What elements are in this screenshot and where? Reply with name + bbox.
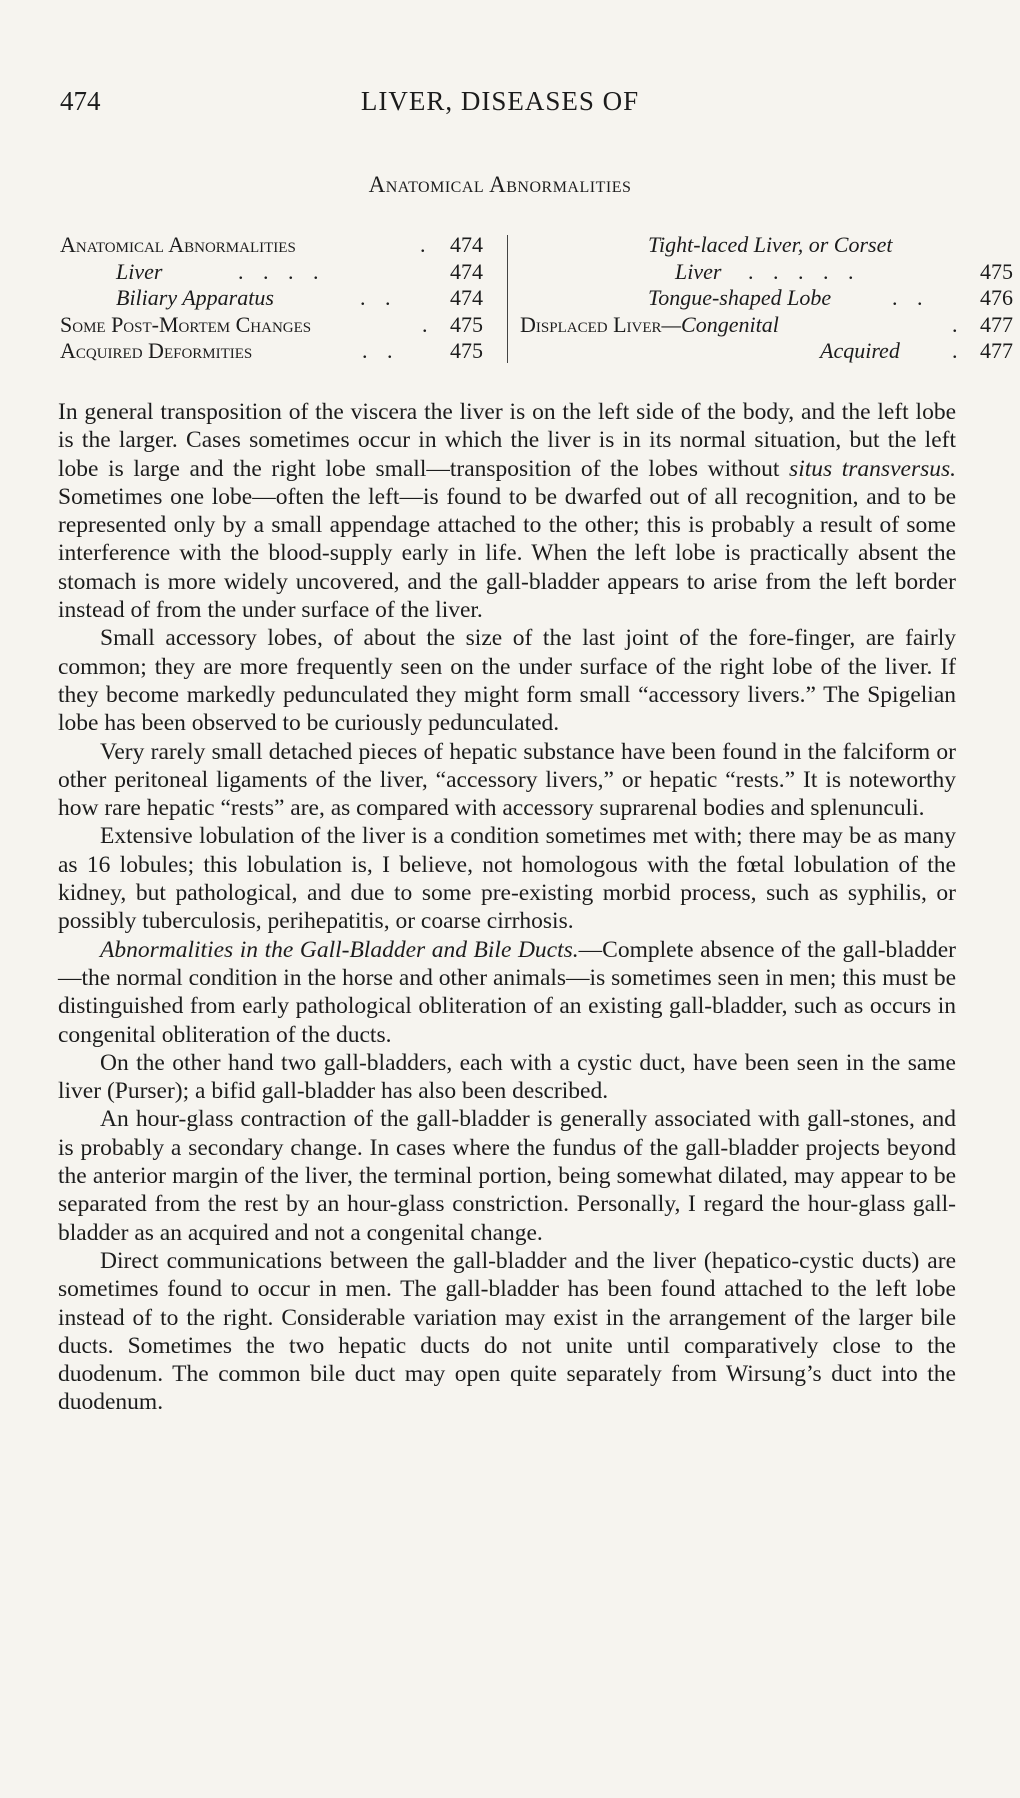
toc-leader-dots: .: [422, 311, 435, 337]
toc-leader-dots: . .: [892, 285, 930, 310]
run-in-heading: Abnormalities in the Gall-Bladder and Bile Ducts.: [100, 936, 579, 963]
toc-leader-dots: . . . . .: [748, 258, 861, 284]
toc-leader-dots: .: [952, 338, 965, 363]
toc-leader-dots: . .: [362, 338, 400, 363]
toc-leader-dots: .: [420, 232, 433, 257]
toc-entry-label: Acquired Deformities: [60, 338, 253, 363]
paragraph: On the other hand two gall-bladders, each with a cystic duct, have been seen in the same liver (Purser); a bifid gall-bladder has also been described.: [58, 1049, 956, 1105]
paragraph: In general transposition of the viscera the liver is on the left side of the body, and the left lobe is the larger. Cases sometimes occur in which the liver is in its normal situation, but the left lobe is large and the right lobe small—transposition of the lobes without situs transversus. Sometimes one lobe—often the left—is found to be dwarfed out of all recognition, and to be represented only by a small appendage attached to the other; this is probably a result of some interference with the blood-supply early in life. When the left lobe is practically absent the stomach is more widely uncovered, and the gall-bladder appears to arise from the left border instead of from the under surface of the liver.: [58, 399, 956, 624]
toc-entry: [520, 232, 1020, 259]
body-text: [58, 398, 956, 1417]
toc-entry-label: Acquired: [820, 338, 900, 363]
toc-page-number: 475: [450, 311, 483, 337]
toc-entry: [60, 312, 495, 339]
toc-left-column: [60, 232, 495, 365]
toc-entry-label: Tongue-shaped Lobe: [648, 285, 832, 310]
toc-page-number: 475: [450, 338, 483, 363]
toc-entry: [60, 338, 495, 365]
paragraph: Extensive lobulation of the liver is a condition sometimes met with; there may be as many as 16 lobules; this lobulation is, I believe, not homologous with the fœtal lobulation of the kidney, but pathological, and due to some pre-existing morbid process, such as syphilis, or possibly tuberculosis, perihepatitis, or coarse cirrhosis.: [58, 823, 956, 935]
toc-entry: [520, 338, 1020, 365]
toc-entry-label: Liver: [675, 258, 722, 284]
toc-page-number: 476: [980, 285, 1013, 310]
paragraph: Small accessory lobes, of about the size of the last joint of the fore-finger, are fairly common; they are more frequently seen on the under surface of the right lobe of the liver. If they become markedly pedunculated they might form small “accessory livers.” The Spigelian lobe has been observed to be curiously pedunculated.: [58, 625, 956, 737]
paragraph: Abnormalities in the Gall-Bladder and Bile Ducts.—Complete absence of the gall-bladder—the normal condition in the horse and other animals—is sometimes seen in men; this must be distinguished from early pathological obliteration of an existing gall-bladder, such as occurs in congenital obliteration of the ducts.: [58, 936, 956, 1048]
section-title: Anatomical Abnormalities: [368, 172, 632, 197]
toc-entry: [520, 285, 1020, 312]
running-head: [60, 86, 940, 122]
toc-entry: [520, 259, 1020, 286]
toc-entry-label: Anatomical Abnormalities: [60, 232, 296, 257]
toc-entry-label: Displaced Liver—Congenital: [520, 311, 779, 337]
toc-page-number: 477: [980, 338, 1013, 363]
toc-entry-label: Biliary Apparatus: [116, 285, 274, 310]
toc-page-number: 477: [980, 311, 1013, 337]
table-of-contents: [60, 232, 1013, 364]
toc-entry-label: Some Post-Mortem Changes: [60, 311, 312, 337]
toc-page-number: 474: [450, 258, 483, 284]
running-title: LIVER, DISEASES OF: [360, 86, 640, 116]
paragraph: An hour-glass contraction of the gall-bladder is generally associated with gall-stones, and is probably a secondary change. In cases where the fundus of the gall-bladder projects beyond the anterior margin of the liver, the terminal portion, being somewhat dilated, may appear to be separated from the rest by an hour-glass constriction. Personally, I regard the hour-glass gall-bladder as an acquired and not a congenital change.: [58, 1106, 956, 1246]
toc-right-column: [520, 232, 1020, 365]
paragraph: Very rarely small detached pieces of hepatic substance have been found in the falciform or other peritoneal ligaments of the liver, “accessory livers,” or hepatic “rests.” It is noteworthy how rare hepatic “rests” are, as compared with accessory suprarenal bodies and splenunculi.: [58, 738, 956, 822]
toc-leader-dots: . .: [360, 285, 398, 310]
toc-entry: [60, 259, 495, 286]
toc-entry: [60, 285, 495, 312]
page-number: 474: [60, 86, 101, 116]
toc-entry-label: Tight-laced Liver, or Corset: [648, 232, 893, 257]
toc-entry-label: Liver: [116, 258, 163, 284]
paragraph: Direct communications between the gall-bladder and the liver (hepatico-cystic ducts) are sometimes found to occur in men. The gall-bladder has been found attached to the left lobe instead of to the right. Considerable variation may exist in the arrangement of the larger bile ducts. Sometimes the two hepatic ducts do not unite until comparatively close to the duodenum. The common bile duct may open quite separately from Wirsung’s duct into the duodenum.: [58, 1247, 956, 1416]
toc-page-number: 474: [450, 285, 483, 310]
toc-page-number: 474: [450, 232, 483, 257]
toc-leader-dots: .: [952, 311, 965, 337]
toc-entry: [520, 312, 1020, 339]
toc-divider: [507, 235, 508, 363]
toc-entry: [60, 232, 495, 259]
toc-page-number: 475: [980, 258, 1013, 284]
toc-leader-dots: . . . .: [238, 258, 326, 284]
